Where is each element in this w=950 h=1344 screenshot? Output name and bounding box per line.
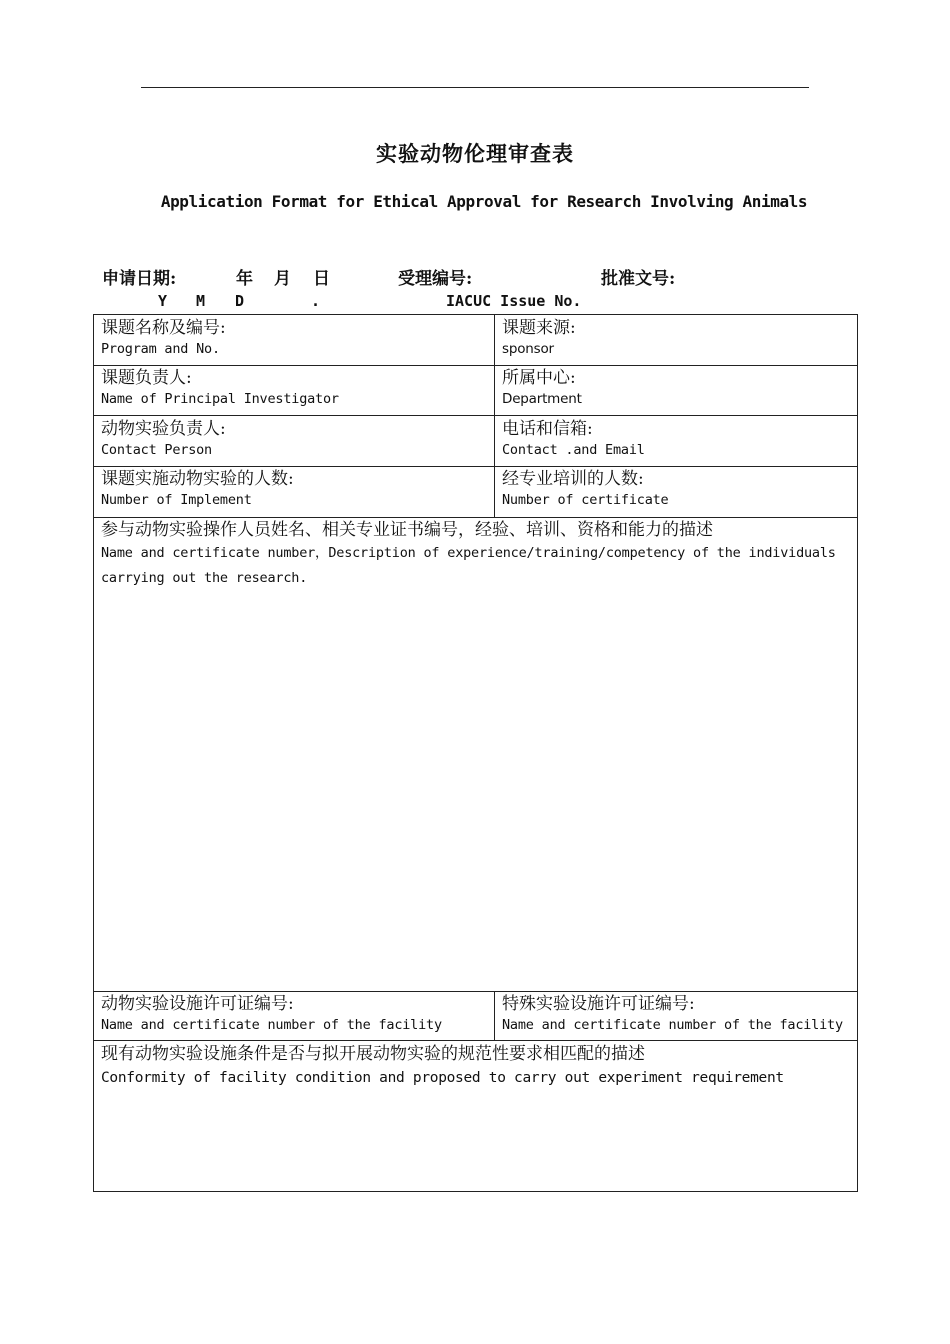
row-divider bbox=[94, 991, 857, 992]
day-label: 日 bbox=[313, 269, 330, 289]
top-rule bbox=[141, 87, 809, 88]
certificate-label-cn: 经专业培训的人数: bbox=[502, 469, 644, 489]
sponsor-label-en: sponsor bbox=[502, 341, 554, 357]
pi-field[interactable] bbox=[101, 367, 339, 409]
special-facility-label-en: Name and certificate number of the facility bbox=[502, 1017, 843, 1033]
program-label-en: Program and No. bbox=[101, 341, 220, 357]
year-label: 年 bbox=[236, 269, 253, 289]
iacuc-label: IACUC Issue No. bbox=[446, 292, 582, 310]
program-label-cn: 课题名称及编号: bbox=[101, 318, 226, 338]
personnel-label-en: Name and certificate number，Description of experience/training/competency of the individuals carrying out the research. bbox=[101, 545, 836, 586]
conformity-label-en: Conformity of facility condition and proposed to carry out experiment requirement bbox=[101, 1070, 784, 1086]
facility-license-label-en: Name and certificate number of the facility bbox=[101, 1017, 442, 1033]
column-divider bbox=[494, 315, 495, 517]
contact-person-field[interactable] bbox=[101, 418, 226, 460]
personnel-description-field[interactable] bbox=[101, 519, 853, 591]
separator-dot: . bbox=[311, 292, 321, 310]
conformity-label-cn: 现有动物实验设施条件是否与拟开展动物实验的规范性要求相匹配的描述 bbox=[101, 1044, 645, 1064]
sponsor-field[interactable] bbox=[502, 317, 576, 359]
special-facility-field[interactable] bbox=[502, 993, 843, 1035]
row-divider bbox=[94, 466, 857, 467]
certificate-label-en: Number of certificate bbox=[502, 492, 669, 508]
certificate-count-field[interactable] bbox=[502, 468, 668, 510]
accept-no-label: 受理编号: bbox=[398, 269, 473, 289]
month-label: 月 bbox=[274, 269, 291, 289]
document-title-en: Application Format for Ethical Approval for Research Involving Animals bbox=[160, 192, 808, 211]
phone-email-label-cn: 电话和信箱: bbox=[502, 419, 593, 439]
conformity-description-field[interactable] bbox=[101, 1043, 784, 1091]
column-divider bbox=[494, 991, 495, 1040]
department-label-cn: 所属中心: bbox=[502, 368, 576, 388]
phone-email-label-en: Contact .and Email bbox=[502, 442, 645, 458]
contact-label-en: Contact Person bbox=[101, 442, 212, 458]
day-en-label: D bbox=[235, 292, 245, 310]
department-label-en: Department bbox=[502, 391, 582, 407]
year-en-label: Y bbox=[158, 292, 168, 310]
month-en-label: M bbox=[196, 292, 206, 310]
application-form bbox=[93, 314, 858, 1192]
implement-count-field[interactable] bbox=[101, 468, 294, 510]
sponsor-label-cn: 课题来源: bbox=[502, 318, 576, 338]
facility-license-label-cn: 动物实验设施许可证编号: bbox=[101, 994, 294, 1014]
pi-label-cn: 课题负责人: bbox=[101, 368, 192, 388]
contact-label-cn: 动物实验负责人: bbox=[101, 419, 226, 439]
row-divider bbox=[94, 517, 857, 518]
program-field[interactable] bbox=[101, 317, 226, 359]
apply-date-label: 申请日期: bbox=[102, 269, 177, 289]
pi-label-en: Name of Principal Investigator bbox=[101, 391, 339, 407]
phone-email-field[interactable] bbox=[502, 418, 645, 460]
row-divider bbox=[94, 1040, 857, 1041]
row-divider bbox=[94, 415, 857, 416]
document-title-cn: 实验动物伦理审查表 bbox=[376, 141, 574, 166]
special-facility-label-cn: 特殊实验设施许可证编号: bbox=[502, 994, 695, 1014]
row-divider bbox=[94, 365, 857, 366]
department-field[interactable] bbox=[502, 367, 582, 409]
personnel-label-cn: 参与动物实验操作人员姓名、相关专业证书编号，经验、培训、资格和能力的描述 bbox=[101, 520, 713, 540]
implement-label-cn: 课题实施动物实验的人数: bbox=[101, 469, 294, 489]
approval-no-label: 批准文号: bbox=[601, 269, 676, 289]
facility-license-field[interactable] bbox=[101, 993, 442, 1035]
implement-label-en: Number of Implement bbox=[101, 492, 252, 508]
